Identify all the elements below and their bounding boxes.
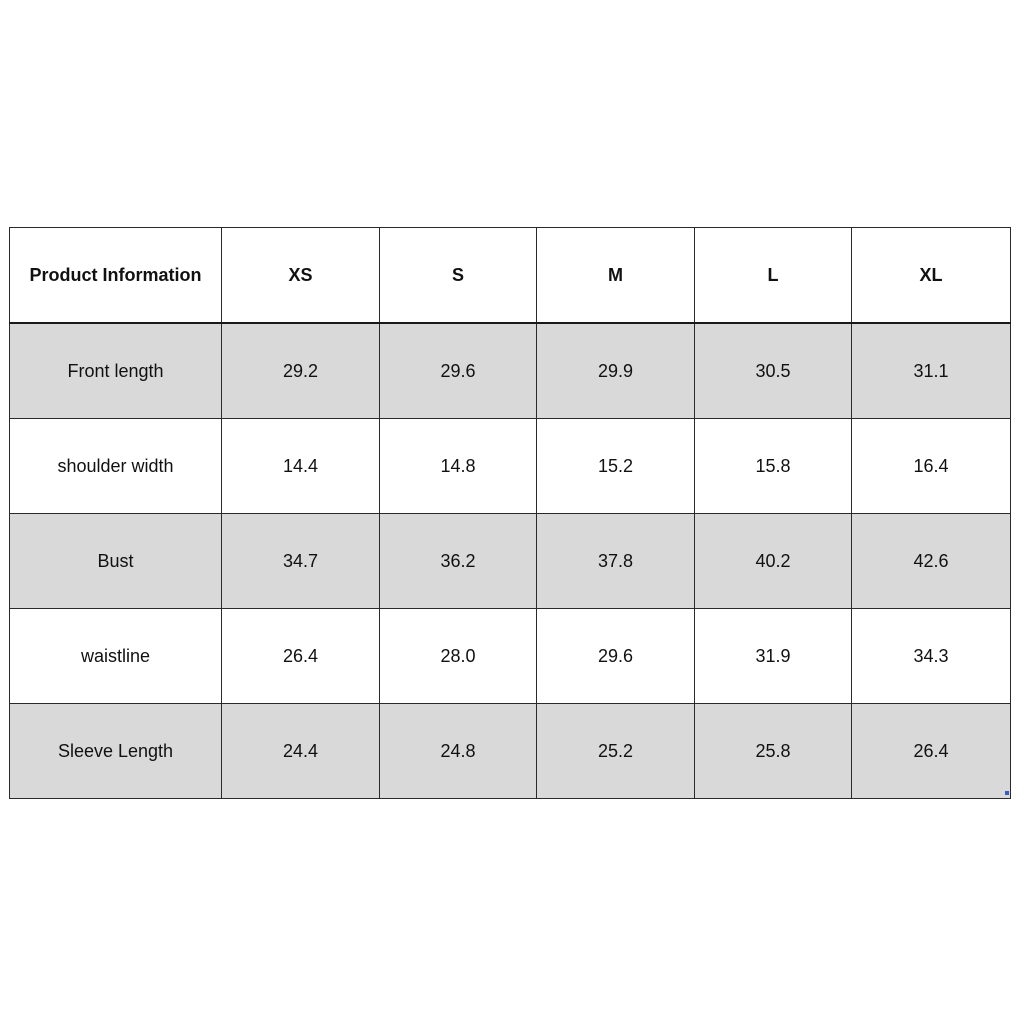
table-cell: 26.4 [222,609,380,704]
table-cell: 42.6 [852,514,1011,609]
table-cell: 24.8 [380,704,537,799]
table-cell: 31.9 [695,609,852,704]
row-label: Front length [10,323,222,419]
header-cell-xl: XL [852,228,1011,324]
table-cell: 16.4 [852,419,1011,514]
table-cell: 14.4 [222,419,380,514]
table-cell: 15.2 [537,419,695,514]
table-cell: 25.2 [537,704,695,799]
table-resize-handle[interactable] [1005,791,1009,795]
header-cell-m: M [537,228,695,324]
row-label: Bust [10,514,222,609]
table-cell: 34.3 [852,609,1011,704]
table-cell: 26.4 [852,704,1011,799]
table-cell: 24.4 [222,704,380,799]
row-label: waistline [10,609,222,704]
table-row-front-length [10,323,1011,419]
table-cell: 30.5 [695,323,852,419]
table-cell: 29.6 [380,323,537,419]
row-label: shoulder width [10,419,222,514]
table-cell: 31.1 [852,323,1011,419]
row-label: Sleeve Length [10,704,222,799]
table-cell: 40.2 [695,514,852,609]
header-cell-l: L [695,228,852,324]
table-cell: 29.2 [222,323,380,419]
table-cell: 29.6 [537,609,695,704]
table-row-shoulder-width [10,419,1011,514]
table-cell: 37.8 [537,514,695,609]
table-cell: 15.8 [695,419,852,514]
table-row-waistline [10,609,1011,704]
table-cell: 34.7 [222,514,380,609]
table-row-bust [10,514,1011,609]
table-cell: 28.0 [380,609,537,704]
table-cell: 29.9 [537,323,695,419]
header-cell-s: S [380,228,537,324]
table-cell: 36.2 [380,514,537,609]
size-chart-table [9,227,1011,799]
table-header-row [10,228,1011,324]
header-cell-product-information: Product Information [10,228,222,324]
table-row-sleeve-length [10,704,1011,799]
table-cell: 25.8 [695,704,852,799]
header-cell-xs: XS [222,228,380,324]
table-cell: 14.8 [380,419,537,514]
